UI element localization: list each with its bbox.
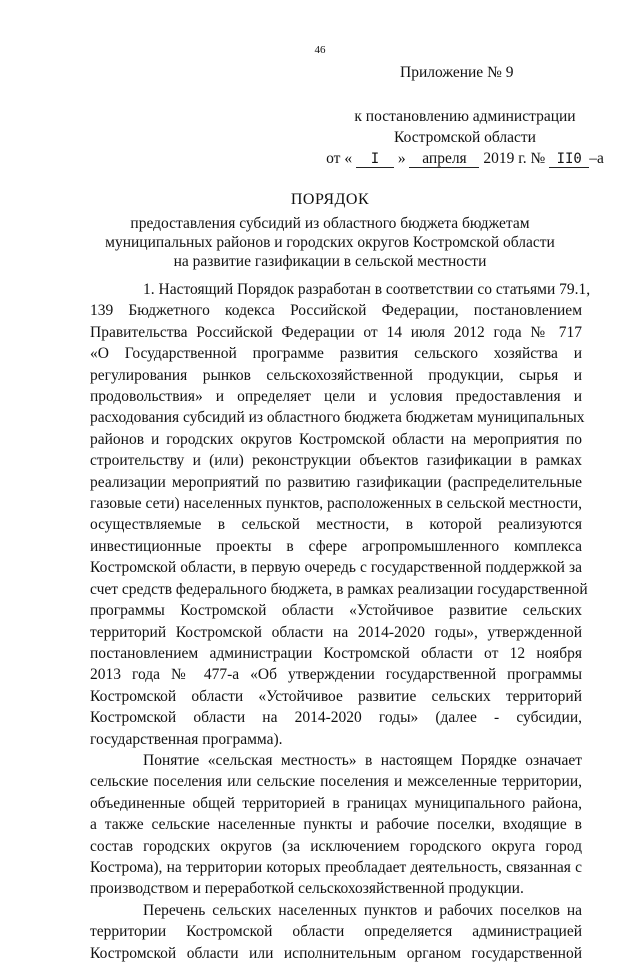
paragraph-line: Понятие «сельская местность» в настоящем Порядке означает (143, 751, 582, 769)
paragraph-line: 139 Бюджетного кодекса Российской Федерации, постановлением (90, 302, 582, 320)
paragraph-line: Костромской области, в первую очередь с государственной поддержкой за (90, 559, 582, 577)
paragraph-line: территорий Костромской области на 2014-2020 годы», утвержденной (90, 623, 582, 641)
paragraph-line: осуществляемые в сельской местности, в которой реализуются (90, 516, 582, 534)
document-title (80, 190, 580, 271)
paragraph (90, 750, 582, 900)
page-number: 46 (314, 44, 326, 56)
decree-reference (300, 106, 630, 169)
title-sub-1: предоставления субсидий из областного бюджета бюджетам (130, 215, 530, 232)
paragraph-line: Костромской области или исполнительным органом государственной (90, 944, 582, 962)
paragraph (90, 279, 591, 750)
paragraph-line: счет средств федерального бюджета, в рамках реализации государственной (90, 580, 588, 598)
paragraph-line: Костромской области на 2014-2020 годы» (далее - субсидии, (90, 709, 582, 727)
paragraph-line: регулирования рынков сельскохозяйственной продукции, сырья и (90, 366, 582, 384)
paragraph (90, 900, 582, 964)
paragraph-line: сельские поселения или сельские поселения и межселенные территории, (90, 773, 582, 791)
paragraph-line: 1. Настоящий Порядок разработан в соответствии со статьями 79.1, (143, 281, 591, 298)
title-sub-2: муниципальных районов и городских округов Костромской области (105, 234, 555, 251)
title-sub-3: на развитие газификации в сельской местности (173, 253, 487, 270)
paragraph-line: «О Государственной программе развития сельского хозяйства и (90, 345, 582, 363)
paragraph-line: состав городских округов (за исключением городского округа город (90, 837, 582, 855)
paragraph-line: территории Костромской области определяется администрацией (90, 923, 582, 941)
date-mid: » (397, 150, 406, 167)
paragraph-line: строительству и (или) реконструкции объектов газификации в рамках (90, 452, 582, 470)
paragraph-line: а также сельские населенные пункты и рабочие поселки, входящие в (90, 816, 582, 834)
paragraph-line: Перечень сельских населенных пунктов и рабочих поселков на (143, 901, 582, 919)
paragraph-line: 2013 года № 477-а «Об утверждении государственной программы (90, 666, 582, 684)
date-day: I (356, 151, 394, 168)
date-month: апреля (409, 151, 479, 168)
paragraph-line: объединенные общей территорией в границах муниципального района, (90, 794, 582, 812)
paragraph-line: продовольствия» и определяет цели и условия предоставления и (90, 388, 582, 406)
decree-date-line (300, 148, 630, 169)
decree-number-suffix: –а (589, 150, 604, 167)
title-main: ПОРЯДОК (290, 191, 370, 208)
paragraph-line: программы Костромской области «Устойчивое развитие сельских (90, 602, 582, 620)
paragraph-line: расходования субсидий из областного бюджета бюджетам муниципальных (90, 409, 585, 427)
paragraph-line: инвестиционные проекты в сфере агропромышленного комплекса (90, 537, 582, 555)
decree-number: II0 (549, 151, 589, 168)
date-prefix: от « (326, 150, 353, 167)
date-year: 2019 г. № (483, 150, 546, 167)
paragraph-line: Правительства Российской Федерации от 14 июля 2012 года № 717 (90, 323, 582, 341)
paragraph-line: государственная программа). (90, 730, 283, 748)
paragraph-line: постановлением администрации Костромской области от 12 ноября (90, 644, 582, 662)
paragraph-line: Костромской области «Устойчивое развитие сельских территорий (90, 687, 582, 705)
decree-line-1: к постановлению администрации (354, 108, 576, 125)
decree-line-2: Костромской области (394, 129, 536, 146)
paragraph-line: газовые сети) населенных пунктов, расположенных в сельской местности, (90, 495, 582, 513)
paragraph-line: Кострома), на территории которых преобладает деятельность, связанная с (90, 858, 582, 876)
paragraph-line: реализации мероприятий по развитию газификации (распределительные (90, 473, 582, 491)
document-body (90, 279, 591, 964)
paragraph-line: районов и городских округов Костромской области на мероприятия по (90, 430, 582, 448)
appendix-label: Приложение № 9 (400, 64, 514, 81)
paragraph-line: производством и переработкой сельскохозяйственной продукции. (90, 880, 524, 898)
